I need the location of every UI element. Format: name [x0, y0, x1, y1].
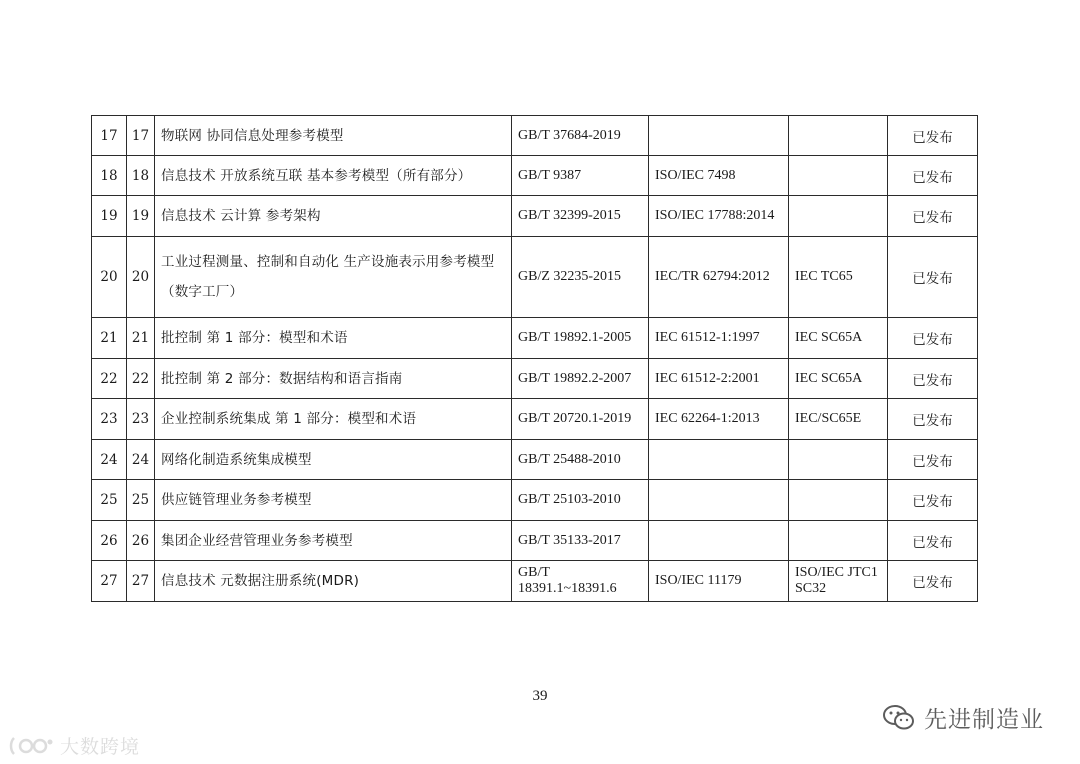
- cell-standard-name: [155, 521, 512, 561]
- cell-standard-name: [155, 359, 512, 399]
- cell-standard-name-line: 供应链管理业务参考模型: [161, 492, 312, 508]
- cell-tech-committee: [789, 196, 888, 237]
- cell-international-standard-line: IEC 62264-1:2013: [655, 411, 760, 426]
- watermark-wechat: [882, 701, 1044, 734]
- cell-international-standard-line: IEC 61512-1:1997: [655, 330, 760, 345]
- cell-tech-committee: [789, 521, 888, 561]
- bubble-logo-icon: [8, 734, 54, 758]
- table-row: [92, 440, 978, 480]
- cell-sub-number: 27: [127, 561, 155, 602]
- cell-standard-code: [512, 561, 649, 602]
- table-row: [92, 521, 978, 561]
- cell-status: 已发布: [888, 196, 978, 237]
- cell-standard-name: [155, 480, 512, 521]
- table-row: [92, 359, 978, 399]
- cell-tech-committee: [789, 561, 888, 602]
- cell-status: 已发布: [888, 440, 978, 480]
- cell-international-standard: [649, 196, 789, 237]
- cell-standard-code: [512, 318, 649, 359]
- cell-standard-code-line: GB/T: [518, 565, 550, 580]
- cell-standard-code: [512, 521, 649, 561]
- watermark-left-text: 大数跨境: [60, 736, 141, 758]
- cell-international-standard: [649, 480, 789, 521]
- table-row: [92, 480, 978, 521]
- cell-tech-committee-line: SC32: [795, 581, 827, 596]
- cell-tech-committee: [789, 440, 888, 480]
- cell-tech-committee: [789, 480, 888, 521]
- cell-standard-code-line: GB/T 35133-2017: [518, 532, 621, 548]
- cell-standard-name-line: 批控制 第 1 部分：模型和术语: [161, 330, 348, 346]
- cell-status: 已发布: [888, 561, 978, 602]
- table-row: [92, 156, 978, 196]
- cell-international-standard-line: IEC/TR 62794:2012: [655, 269, 770, 284]
- cell-standard-code: [512, 196, 649, 237]
- cell-standard-code: [512, 116, 649, 156]
- cell-tech-committee-line: ISO/IEC JTC1: [795, 565, 878, 580]
- table-row: [92, 116, 978, 156]
- cell-standard-name-line: 信息技术 云计算 参考架构: [161, 208, 321, 224]
- cell-standard-code: [512, 399, 649, 440]
- cell-sub-number: 19: [127, 196, 155, 237]
- cell-number: 27: [92, 561, 127, 602]
- cell-international-standard: [649, 399, 789, 440]
- cell-status: 已发布: [888, 116, 978, 156]
- cell-standard-name: [155, 399, 512, 440]
- table-row: [92, 399, 978, 440]
- cell-international-standard: [649, 116, 789, 156]
- cell-standard-code: [512, 237, 649, 318]
- wechat-icon: [882, 703, 916, 733]
- cell-tech-committee: [789, 359, 888, 399]
- cell-status: 已发布: [888, 480, 978, 521]
- watermark-right-text: 先进制造业: [924, 707, 1044, 733]
- cell-sub-number: 24: [127, 440, 155, 480]
- table-row: [92, 237, 978, 318]
- cell-standard-name: [155, 318, 512, 359]
- cell-standard-name: [155, 156, 512, 196]
- cell-number: 24: [92, 440, 127, 480]
- cell-sub-number: 26: [127, 521, 155, 561]
- cell-standard-code: [512, 480, 649, 521]
- cell-standard-code-line: GB/T 25488-2010: [518, 451, 621, 467]
- cell-sub-number: 18: [127, 156, 155, 196]
- cell-standard-code-line: GB/Z 32235-2015: [518, 269, 622, 284]
- cell-tech-committee-line: IEC TC65: [795, 269, 853, 284]
- cell-number: 19: [92, 196, 127, 237]
- cell-tech-committee: [789, 237, 888, 318]
- cell-standard-name: [155, 237, 512, 318]
- cell-tech-committee: [789, 399, 888, 440]
- cell-international-standard: [649, 318, 789, 359]
- cell-status: 已发布: [888, 237, 978, 318]
- cell-sub-number: 17: [127, 116, 155, 156]
- cell-standard-name: [155, 440, 512, 480]
- cell-standard-name-line: 企业控制系统集成 第 1 部分：模型和术语: [161, 411, 417, 427]
- cell-tech-committee: [789, 156, 888, 196]
- cell-number: 22: [92, 359, 127, 399]
- table-body: [92, 116, 978, 602]
- cell-standard-code-line: GB/T 20720.1-2019: [518, 411, 632, 426]
- cell-standard-name-line: 集团企业经营管理业务参考模型: [161, 532, 353, 549]
- cell-standard-name-line: 工业过程测量、控制和自动化 生产设施表示用参考模型: [161, 254, 495, 270]
- page-number: 39: [532, 688, 548, 704]
- cell-standard-name-line: （数字工厂）: [161, 284, 244, 300]
- cell-international-standard: [649, 359, 789, 399]
- cell-international-standard-line: ISO/IEC 7498: [655, 167, 736, 183]
- cell-standard-code-line: GB/T 19892.1-2005: [518, 330, 632, 345]
- cell-number: 18: [92, 156, 127, 196]
- cell-sub-number: 23: [127, 399, 155, 440]
- standards-table: [91, 115, 978, 602]
- cell-international-standard: [649, 561, 789, 602]
- watermark-dashujuajing: [8, 732, 140, 759]
- cell-standard-name-line: 物联网 协同信息处理参考模型: [161, 127, 344, 144]
- cell-standard-code-line: GB/T 32399-2015: [518, 208, 621, 223]
- cell-international-standard-line: IEC 61512-2:2001: [655, 370, 760, 386]
- cell-standard-code-line: GB/T 9387: [518, 167, 582, 183]
- cell-standard-name: [155, 561, 512, 602]
- cell-sub-number: 22: [127, 359, 155, 399]
- cell-status: 已发布: [888, 399, 978, 440]
- cell-international-standard: [649, 156, 789, 196]
- cell-tech-committee-line: IEC SC65A: [795, 370, 863, 386]
- cell-tech-committee-line: IEC/SC65E: [795, 411, 862, 426]
- cell-international-standard-line: ISO/IEC 17788:2014: [655, 208, 775, 223]
- cell-number: 20: [92, 237, 127, 318]
- cell-number: 21: [92, 318, 127, 359]
- cell-standard-code-line: GB/T 25103-2010: [518, 492, 621, 507]
- cell-standard-code: [512, 156, 649, 196]
- table-row: [92, 561, 978, 602]
- cell-status: 已发布: [888, 359, 978, 399]
- cell-status: 已发布: [888, 318, 978, 359]
- cell-standard-name-line: 信息技术 元数据注册系统(MDR): [161, 573, 360, 589]
- cell-standard-name-line: 网络化制造系统集成模型: [161, 451, 312, 468]
- cell-standard-code: [512, 359, 649, 399]
- cell-status: 已发布: [888, 156, 978, 196]
- cell-number: 17: [92, 116, 127, 156]
- cell-international-standard: [649, 237, 789, 318]
- cell-tech-committee-line: IEC SC65A: [795, 330, 863, 345]
- cell-standard-code-line: 18391.1~18391.6: [518, 581, 617, 596]
- cell-international-standard: [649, 440, 789, 480]
- cell-standard-name-line: 批控制 第 2 部分：数据结构和语言指南: [161, 370, 403, 387]
- table-row: [92, 196, 978, 237]
- cell-tech-committee: [789, 318, 888, 359]
- cell-standard-code-line: GB/T 19892.2-2007: [518, 370, 632, 386]
- cell-status: 已发布: [888, 521, 978, 561]
- cell-standard-name: [155, 196, 512, 237]
- cell-standard-code-line: GB/T 37684-2019: [518, 127, 621, 143]
- cell-international-standard: [649, 521, 789, 561]
- cell-number: 26: [92, 521, 127, 561]
- cell-international-standard-line: ISO/IEC 11179: [655, 573, 742, 588]
- table-row: [92, 318, 978, 359]
- cell-standard-name: [155, 116, 512, 156]
- cell-standard-code: [512, 440, 649, 480]
- cell-sub-number: 20: [127, 237, 155, 318]
- cell-sub-number: 21: [127, 318, 155, 359]
- cell-standard-name-line: 信息技术 开放系统互联 基本参考模型（所有部分）: [161, 167, 472, 184]
- cell-number: 23: [92, 399, 127, 440]
- cell-number: 25: [92, 480, 127, 521]
- cell-sub-number: 25: [127, 480, 155, 521]
- cell-tech-committee: [789, 116, 888, 156]
